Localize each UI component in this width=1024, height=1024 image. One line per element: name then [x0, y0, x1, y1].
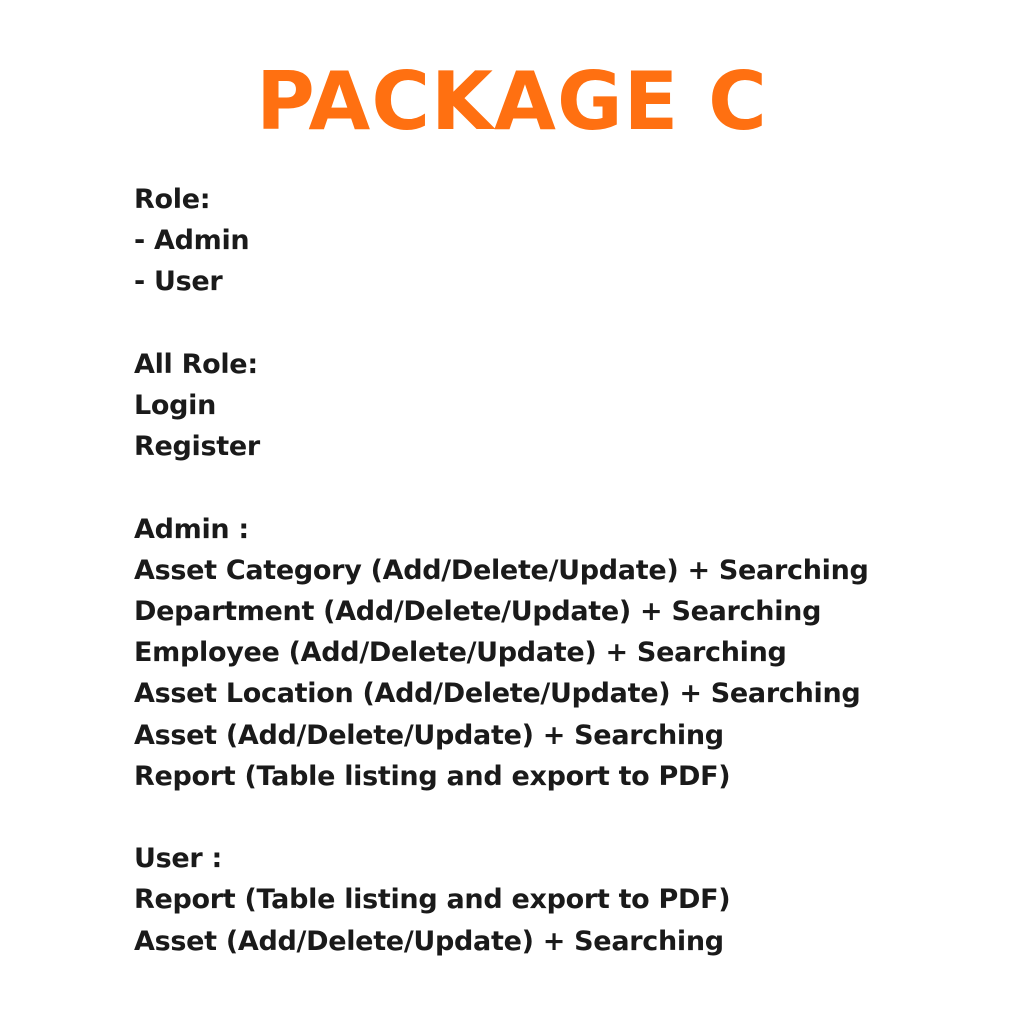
admin-item-report: Report (Table listing and export to PDF) [134, 760, 731, 792]
role-item-admin: - Admin [134, 225, 250, 257]
admin-item-asset: Asset (Add/Delete/Update) + Searching [134, 719, 724, 751]
admin-item-asset-location: Asset Location (Add/Delete/Update) + Searching [134, 678, 861, 710]
role-heading: Role: [134, 184, 211, 215]
admin-heading: Admin : [134, 513, 249, 545]
all-role-item-register: Register [134, 431, 260, 463]
package-content [134, 179, 994, 962]
all-role-heading: All Role: [134, 348, 258, 380]
role-item-user: - User [134, 266, 223, 298]
page-title: PACKAGE C [256, 55, 768, 148]
all-role-section [134, 344, 994, 468]
admin-item-asset-category: Asset Category (Add/Delete/Update) + Searching [134, 554, 869, 586]
user-heading: User : [134, 843, 223, 875]
admin-item-department: Department (Add/Delete/Update) + Searching [134, 596, 822, 627]
role-section [134, 179, 994, 303]
admin-section [134, 509, 994, 797]
all-role-item-login: Login [134, 390, 217, 421]
user-item-asset: Asset (Add/Delete/Update) + Searching [134, 925, 724, 957]
user-item-report: Report (Table listing and export to PDF) [134, 884, 731, 916]
user-section [134, 838, 994, 962]
admin-item-employee: Employee (Add/Delete/Update) + Searching [134, 637, 787, 669]
